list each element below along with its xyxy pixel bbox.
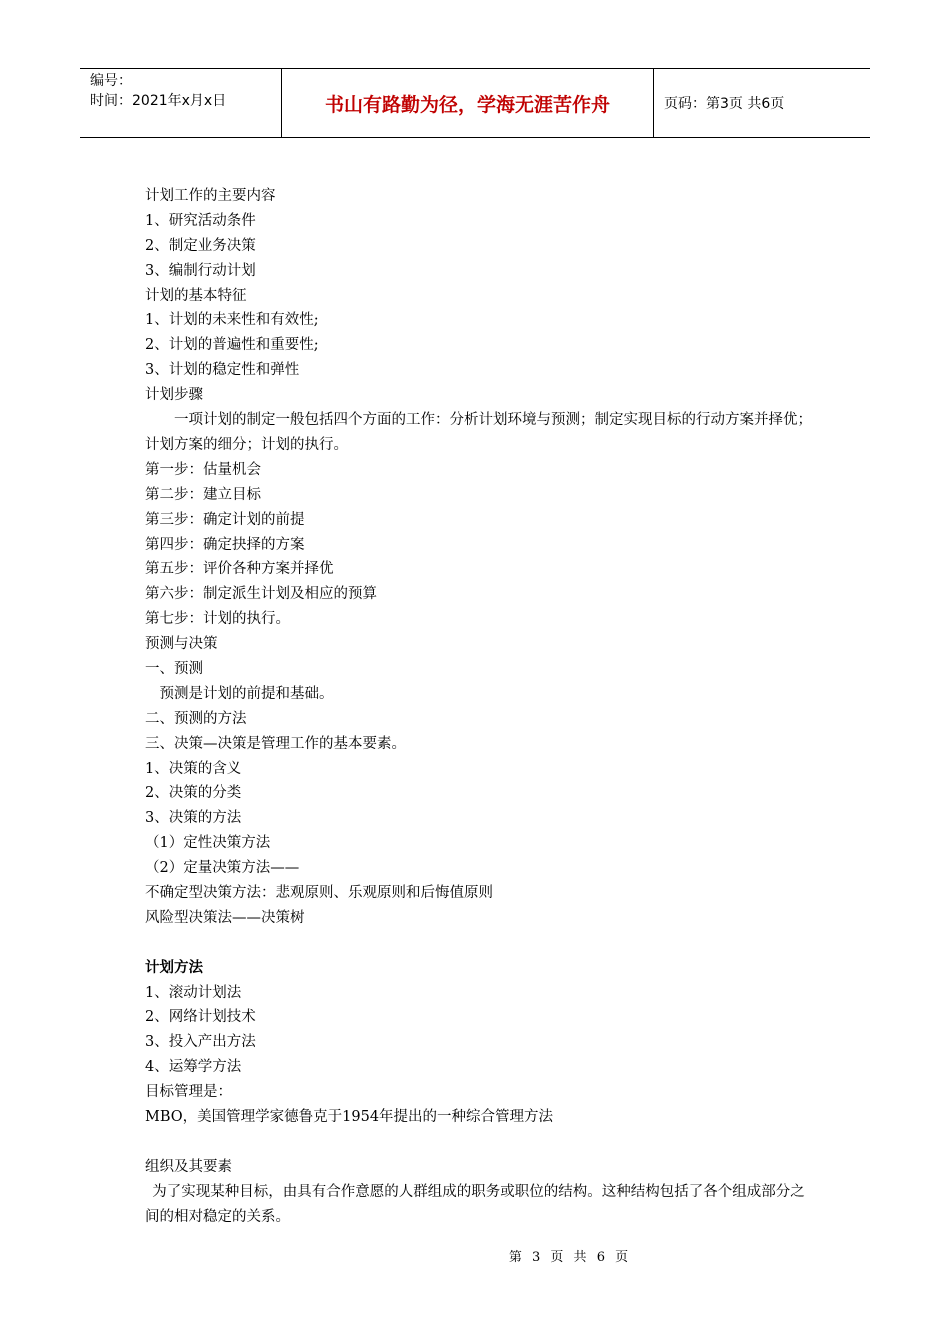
list-item: 2、计划的普遍性和重要性;	[145, 337, 319, 354]
header-page-label: 页码：第3页 共6页	[664, 96, 785, 112]
list-item: 2、决策的分类	[145, 785, 242, 802]
paragraph: 为了实现某种目标，由具有合作意愿的人群组成的职务或职位的结构。这种结构包括了各个组成部分之间的相对稳定的关系。	[145, 1183, 805, 1225]
list-item: 第二步：建立目标	[145, 486, 261, 503]
list-item: 第七步：计划的执行。	[145, 611, 290, 628]
list-item: 3、决策的方法	[145, 810, 242, 827]
header-meta-cell	[80, 69, 282, 137]
list-item: 1、研究活动条件	[145, 212, 256, 229]
list-item: 二、预测的方法	[145, 710, 247, 727]
list-item: 2、网络计划技术	[145, 1009, 256, 1026]
section-heading: 计划步骤	[145, 387, 203, 404]
header-motto: 书山有路勤为径，学海无涯苦作舟	[282, 69, 654, 137]
list-item: 不确定型决策方法：悲观原则、乐观原则和后悔值原则	[145, 884, 493, 901]
section-heading: 预测与决策	[145, 636, 218, 653]
list-item: 3、编制行动计划	[145, 262, 256, 279]
list-item: 1、计划的未来性和有效性;	[145, 312, 319, 329]
list-item: 4、运筹学方法	[145, 1059, 242, 1076]
list-item: 目标管理是：	[145, 1084, 232, 1101]
list-item: 第五步：评价各种方案并择优	[145, 561, 334, 578]
section-heading: 计划方法	[145, 959, 203, 976]
document-number-label: 编号：	[90, 73, 132, 89]
list-item: 三、决策—决策是管理工作的基本要素。	[145, 735, 406, 752]
list-item: 3、投入产出方法	[145, 1034, 256, 1051]
list-item: MBO，美国管理学家德鲁克于1954年提出的一种综合管理方法	[145, 1108, 554, 1125]
paragraph: 预测是计划的前提和基础。	[159, 685, 334, 702]
spacer	[145, 1130, 815, 1155]
list-item: 2、制定业务决策	[145, 237, 256, 254]
list-item: 1、决策的含义	[145, 760, 242, 777]
paragraph: 一项计划的制定一般包括四个方面的工作：分析计划环境与预测；制定实现目标的行动方案并择优；计划方案的细分；计划的执行。	[145, 412, 812, 453]
spacer	[145, 931, 815, 956]
list-item: 3、计划的稳定性和弹性	[145, 362, 300, 379]
document-header	[80, 68, 870, 138]
section-heading: 计划的基本特征	[145, 287, 247, 304]
list-item: 风险型决策法——决策树	[145, 909, 305, 926]
page-footer: 第 3 页 共 6 页	[508, 1250, 632, 1265]
list-item: 1、滚动计划法	[145, 984, 242, 1001]
section-heading: 组织及其要素	[145, 1158, 232, 1175]
list-item: （2）定量决策方法——	[145, 860, 300, 877]
list-item: 第一步：估量机会	[145, 461, 261, 478]
list-item: （1）定性决策方法	[145, 835, 271, 852]
document-date-label: 时间：2021年x月x日	[90, 93, 227, 109]
list-item: 第六步：制定派生计划及相应的预算	[145, 586, 377, 603]
list-item: 第三步：确定计划的前提	[145, 511, 305, 528]
section-heading: 计划工作的主要内容	[145, 188, 276, 204]
list-item: 第四步：确定抉择的方案	[145, 536, 305, 553]
document-body	[145, 184, 815, 1229]
list-item: 一、预测	[145, 660, 203, 677]
